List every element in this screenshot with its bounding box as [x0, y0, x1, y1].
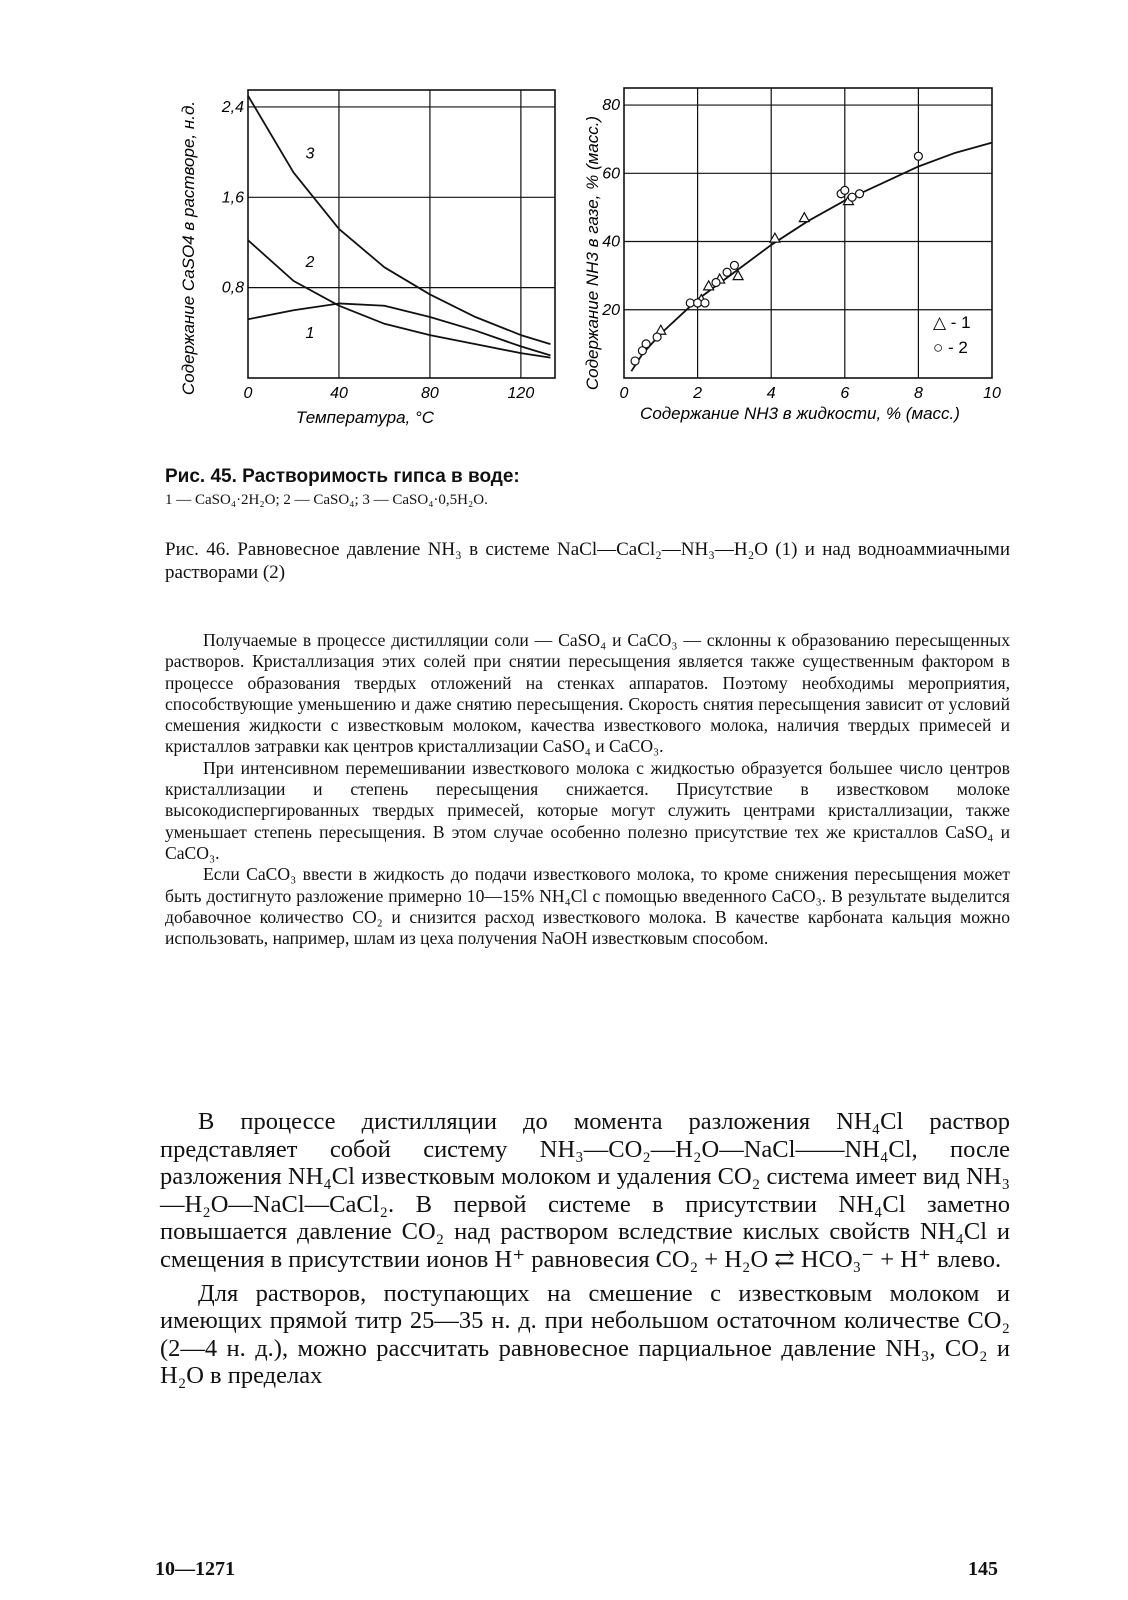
y-tick-label: 20	[602, 301, 620, 319]
x-tick-label: 2	[693, 385, 703, 402]
plot-frame	[624, 88, 992, 378]
small-text-block	[165, 630, 1010, 949]
figure-45-caption	[165, 466, 995, 509]
data-point-circle	[856, 190, 864, 198]
x-tick-label: 0	[243, 385, 253, 402]
curve-label: 1	[305, 325, 315, 343]
curve-label: 3	[305, 145, 315, 163]
curve-3	[248, 96, 550, 344]
data-point-circle	[642, 340, 650, 348]
fig45-ylabel: Содержание CaSO4 в растворе, н.д.	[179, 100, 198, 396]
y-tick-label: 80	[602, 97, 620, 115]
y-tick-label: 0,8	[221, 279, 244, 297]
signature-mark: 10—1271	[155, 1558, 235, 1580]
data-point-circle	[730, 261, 738, 269]
y-tick-label: 2,4	[221, 98, 244, 116]
data-point-circle	[701, 299, 709, 307]
fig46-ylabel: Содержание NH3 в газе, % (масс.)	[583, 115, 602, 391]
x-tick-label: 0	[619, 385, 629, 402]
paragraph: Если CaCO₃ ввести в жидкость до подачи известкового молока, то кроме снижения пересыщения может быть достигнуто разложение примерно 10—15% NH₄Cl с помощью введенного CaCO₃. В результате выделится добавочное количество CO₂ и снизится расход известкового молока. В качестве карбоната кальция можно использовать, например, шлам из цеха получения NaOH известковым способом.	[165, 864, 1010, 949]
fig45-xlabel: Температура, °С	[295, 408, 435, 427]
fig45-legend: 1 — CaSO₄·2H₂O; 2 — CaSO₄; 3 — CaSO₄·0,5H₂O.	[165, 492, 488, 508]
fit-curve	[631, 143, 992, 372]
x-tick-label: 4	[766, 385, 776, 402]
paragraph: При интенсивном перемешивании известкового молока с жидкостью образуется большее число центров кристаллизации и степень пересыщения снижается. Присутствие в известковом молоке высокодиспергированных твердых примесей, которые могут служить центрами кристаллизации, также уменьшает степень пересыщения. В этом случае особенно полезно присутствие тех же кристаллов CaSO₄ и CaCO₃.	[165, 757, 1010, 863]
data-point-circle	[653, 333, 661, 341]
curve-label: 2	[305, 253, 315, 271]
fig46-legend-1: △ - 1	[933, 313, 971, 332]
y-tick-label: 1,6	[221, 189, 244, 207]
plot-frame	[248, 90, 555, 378]
paragraph: Для растворов, поступающих на смешение с известковым молоком и имеющих прямой титр 25—35 н. д. при небольшом остаточном количестве CO₂ (2—4 н. д.), можно рассчитать равновесное парциальное давление NH₃, CO₂ и H₂O в пределах	[160, 1279, 1010, 1390]
fig46-legend-2: ○ - 2	[933, 338, 968, 357]
x-tick-label: 6	[840, 385, 850, 402]
data-point-circle	[914, 152, 922, 160]
figure-46-caption: Рис. 46. Равновесное давление NH₃ в системе NaCl—CaCl₂—NH₃—H₂O (1) и над водноаммиачными растворами (2)	[165, 539, 1010, 583]
data-point-triangle	[799, 213, 809, 222]
fig46-xlabel: Содержание NH3 в жидкости, % (масс.)	[640, 404, 960, 423]
fig45-title: Рис. 45. Растворимость гипса в воде:	[165, 466, 520, 487]
main-text-block	[160, 1108, 1010, 1396]
y-tick-label: 40	[602, 233, 620, 251]
data-point-circle	[848, 193, 856, 201]
x-tick-label: 8	[913, 385, 923, 402]
x-tick-label: 10	[983, 385, 1001, 402]
x-tick-label: 40	[330, 385, 348, 402]
x-tick-label: 120	[507, 385, 535, 402]
y-tick-label: 60	[602, 165, 620, 183]
figure-45-chart	[170, 78, 570, 438]
figure-46-chart	[578, 78, 1008, 438]
paragraph: Получаемые в процессе дистилляции соли — CaSO₄ и CaCO₃ — склонны к образованию пересыщенных растворов. Кристаллизация этих солей при снятии пересыщения является также существенным фактором в процессе образования твердых отложений на стенках аппаратов. Поэтому необходимы мероприятия, способствующие уменьшению и даже снятию пересыщения. Скорость снятия пересыщения зависит от условий смешения жидкости с известковым молоком, качества известкового молока, наличия твердых примесей и кристаллов затравки как центров кристаллизации CaSO₄ и CaCO₃.	[165, 630, 1010, 757]
x-tick-label: 80	[421, 385, 439, 402]
data-point-circle	[631, 357, 639, 365]
paragraph: В процессе дистилляции до момента разложения NH₄Cl раствор представляет собой систему NH₃—CO₂—H₂O—NaCl——NH₄Cl, после разложения NH₄Cl известковым молоком и удаления CO₂ система имеет вид NH₃—H₂O—NaCl—CaCl₂. В первой системе в присутствии NH₄Cl заметно повышается давление CO₂ над раствором вследствие кислых свойств NH₄Cl и смещения в присутствии ионов H⁺ равновесия CO₂ + H₂O ⇄ HCO₃⁻ + H⁺ влево.	[160, 1108, 1010, 1273]
data-point-circle	[723, 268, 731, 276]
data-point-circle	[841, 186, 849, 194]
page-number: 145	[968, 1558, 998, 1580]
data-point-circle	[712, 278, 720, 286]
